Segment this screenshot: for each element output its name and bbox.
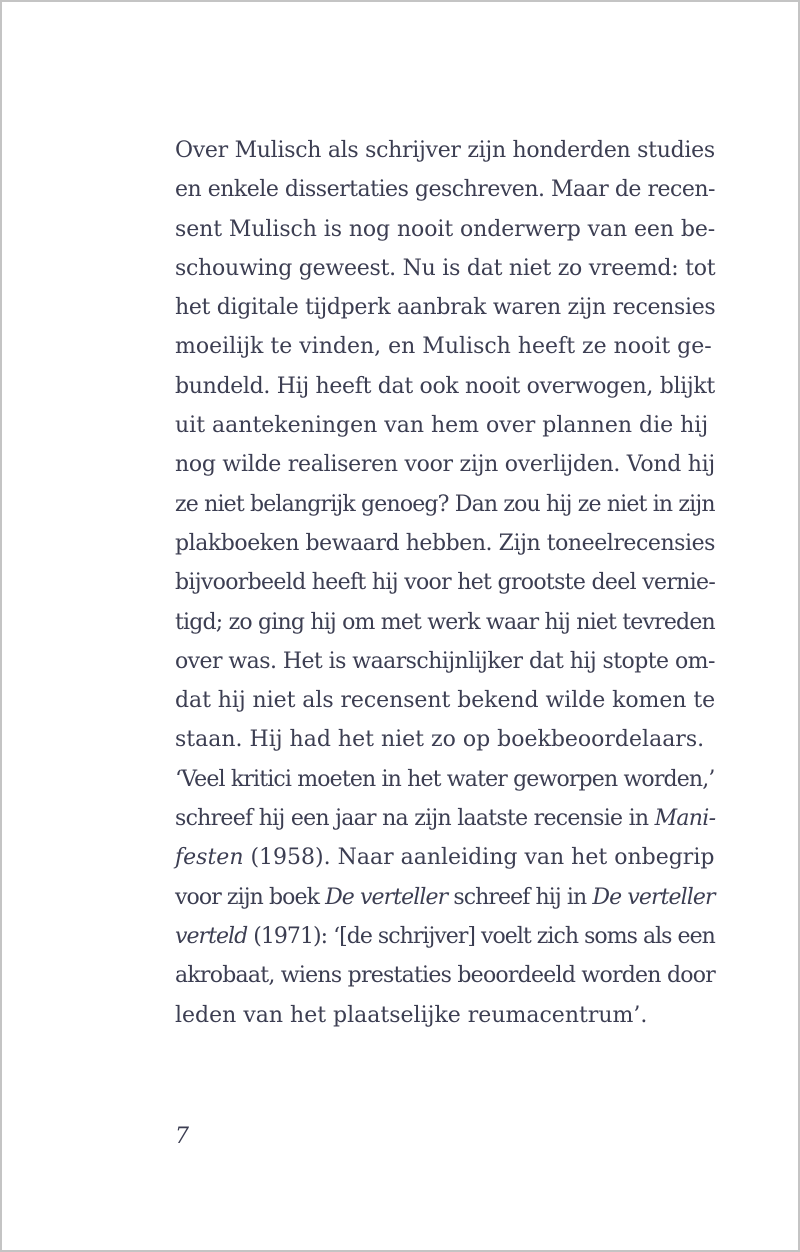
- text-segment: uit aantekeningen van hem over plannen die hij: [175, 413, 709, 439]
- italic-title-text: De verteller: [325, 884, 448, 910]
- text-segment: leden van het plaatselijke reumacentrum’.: [175, 1002, 648, 1028]
- text-segment: (1971): ‘[de schrijver] voelt zich soms als een: [247, 923, 715, 949]
- text-segment: (1958). Naar aanleiding van het onbegrip: [243, 845, 715, 871]
- text-segment: nog wilde realiseren voor zijn overlijden. Vond hij: [175, 452, 715, 478]
- text-segment: Over Mulisch als schrijver zijn honderden studies: [175, 138, 715, 163]
- body-paragraph: [175, 131, 715, 1035]
- text-line: [175, 838, 715, 877]
- text-segment: over was. Het is waarschijnlijker dat hij stopte om-: [175, 648, 715, 674]
- text-line: [175, 210, 715, 249]
- text-segment: en enkele dissertaties geschreven. Maar de recen-: [175, 177, 715, 203]
- text-segment: tigd; zo ging hij om met werk waar hij niet tevreden: [175, 609, 715, 635]
- text-line: [175, 367, 715, 406]
- text-line: [175, 249, 715, 288]
- page-number: 7: [175, 1124, 189, 1149]
- text-line: [175, 170, 715, 209]
- text-line: [175, 917, 715, 956]
- text-segment: akrobaat, wiens prestaties beoordeeld worden door: [175, 963, 716, 989]
- text-segment: bundeld. Hij heeft dat ook nooit overwogen, blijkt: [175, 373, 715, 399]
- italic-title-text: Mani-: [654, 806, 716, 832]
- text-line: [175, 563, 715, 602]
- italic-title-text: festen: [175, 845, 244, 871]
- text-line: [175, 956, 715, 995]
- text-segment: sent Mulisch is nog nooit onderwerp van een be-: [175, 216, 716, 242]
- text-segment: ‘Veel kritici moeten in het water geworpen worden,’: [175, 766, 715, 792]
- text-segment: voor zijn boek: [175, 884, 326, 910]
- text-line: [175, 760, 715, 799]
- text-line: [175, 288, 715, 327]
- text-segment: dat hij niet als recensent bekend wilde komen te: [175, 688, 716, 714]
- text-line: [175, 603, 715, 642]
- text-line: [175, 642, 715, 681]
- text-segment: schouwing geweest. Nu is dat niet zo vreemd: tot: [175, 255, 716, 281]
- text-line: [175, 996, 715, 1035]
- text-line: [175, 720, 715, 759]
- text-segment: staan. Hij had het niet zo op boekbeoordelaars.: [175, 727, 705, 753]
- text-line: [175, 681, 715, 720]
- text-segment: ze niet belangrijk genoeg? Dan zou hij ze niet in zijn: [175, 491, 715, 517]
- italic-title-text: De verteller: [592, 884, 715, 910]
- text-segment: bijvoorbeeld heeft hij voor het grootste deel vernie-: [175, 570, 716, 596]
- text-segment: plakboeken bewaard hebben. Zijn toneelrecensies: [175, 530, 716, 556]
- text-segment: het digitale tijdperk aanbrak waren zijn recensies: [175, 295, 716, 321]
- text-segment: schreef hij in: [447, 884, 593, 910]
- text-line: [175, 327, 715, 366]
- text-line: [175, 485, 715, 524]
- text-line: [175, 878, 715, 917]
- text-line: [175, 799, 715, 838]
- text-line: [175, 406, 715, 445]
- text-line: [175, 131, 715, 170]
- text-line: [175, 524, 715, 563]
- italic-title-text: verteld: [175, 923, 248, 949]
- text-line: [175, 445, 715, 484]
- text-segment: schreef hij een jaar na zijn laatste recensie in: [175, 806, 655, 832]
- text-segment: moeilijk te vinden, en Mulisch heeft ze nooit ge-: [175, 334, 712, 360]
